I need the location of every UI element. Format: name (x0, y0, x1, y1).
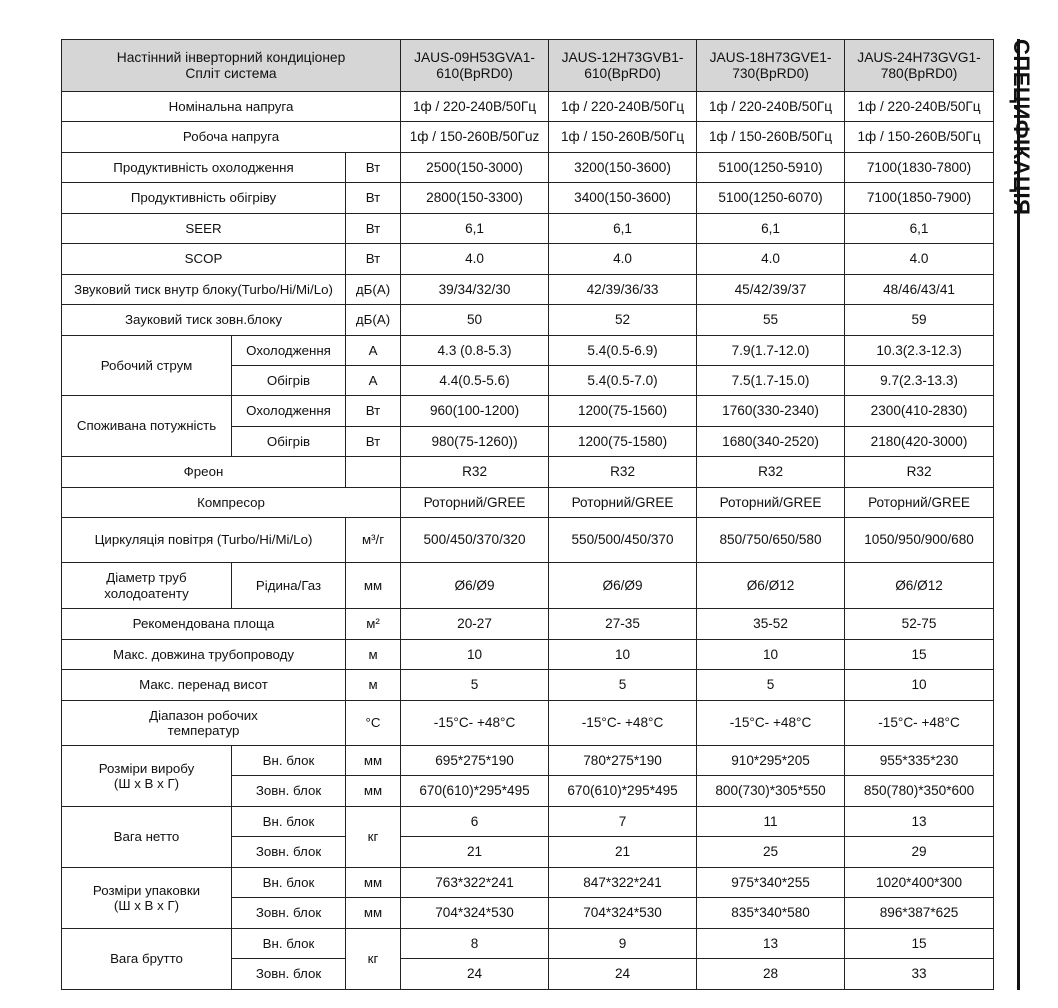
value-cell: -15°C- +48°C (401, 701, 549, 746)
label-line: Діаметр труб (106, 570, 187, 586)
unit-cell: А (346, 336, 401, 366)
value-cell: 27-35 (549, 609, 697, 640)
model-header (401, 40, 549, 92)
value-cell: 2180(420-3000) (845, 427, 994, 457)
sub-label: Вн. блок (232, 807, 346, 837)
value-cell: Ø6/Ø12 (697, 563, 845, 609)
label-line: (Ш x В x Г) (113, 776, 180, 791)
value-cell: R32 (845, 457, 994, 488)
value-cell: 7.5(1.7-15.0) (697, 366, 845, 396)
spec-sheet (61, 39, 994, 990)
value-cell: 6,1 (401, 214, 549, 244)
value-cell: 55 (697, 305, 845, 336)
value-cell: R32 (697, 457, 845, 488)
value-cell: 670(610)*295*495 (401, 776, 549, 807)
value-cell: Роторний/GREE (845, 488, 994, 518)
spec-table (61, 39, 994, 990)
value-cell: 3400(150-3600) (549, 183, 697, 214)
side-title (1009, 39, 1046, 990)
value-cell: 5.4(0.5-7.0) (549, 366, 697, 396)
value-cell: 39/34/32/30 (401, 275, 549, 305)
value-cell: 7.9(1.7-12.0) (697, 336, 845, 366)
value-cell: 21 (549, 837, 697, 868)
unit-cell: Вт (346, 427, 401, 457)
value-cell: 800(730)*305*550 (697, 776, 845, 807)
spec-label: Звуковий тиск внутр блоку(Turbo/Hi/Mi/Lo) (62, 275, 346, 305)
value-cell: 1760(330-2340) (697, 396, 845, 427)
value-cell: 2500(150-3000) (401, 153, 549, 183)
value-cell: 3200(150-3600) (549, 153, 697, 183)
value-cell: -15°C- +48°C (697, 701, 845, 746)
unit-cell: кг (346, 807, 401, 868)
unit-cell: мм (346, 746, 401, 776)
value-cell: 5100(1250-5910) (697, 153, 845, 183)
unit-cell: м (346, 670, 401, 701)
value-cell: 7100(1850-7900) (845, 183, 994, 214)
value-cell: 10 (549, 640, 697, 670)
spec-row (62, 929, 994, 959)
model-name-line-1: JAUS-24H73GVG1- (857, 49, 981, 65)
unit-cell: мм (346, 563, 401, 609)
value-cell: 670(610)*295*495 (549, 776, 697, 807)
spec-row (62, 868, 994, 898)
unit-cell: кг (346, 929, 401, 990)
value-cell: Роторний/GREE (697, 488, 845, 518)
value-cell: 850(780)*350*600 (845, 776, 994, 807)
value-cell: 4.0 (401, 244, 549, 275)
model-name-line-2: 610(BpRD0) (584, 65, 661, 81)
sub-label: Вн. блок (232, 868, 346, 898)
spec-body (62, 92, 994, 990)
value-cell: Ø6/Ø9 (549, 563, 697, 609)
header-row (62, 40, 994, 92)
value-cell: 1ф / 150-260В/50Гц (697, 122, 845, 153)
value-cell: 4.0 (845, 244, 994, 275)
sub-label: Охолодження (232, 396, 346, 427)
spec-row (62, 457, 994, 488)
value-cell: 910*295*205 (697, 746, 845, 776)
model-name-line-2: 730(BpRD0) (732, 65, 809, 81)
value-cell: 1020*400*300 (845, 868, 994, 898)
spec-label (62, 701, 346, 746)
unit-cell: дБ(А) (346, 275, 401, 305)
label-line: Розміри виробу (98, 760, 195, 776)
unit-cell: м³/г (346, 518, 401, 563)
value-cell: 1ф / 150-260В/50Гц (549, 122, 697, 153)
spec-label: Фреон (62, 457, 346, 488)
value-cell: 1680(340-2520) (697, 427, 845, 457)
value-cell: 550/500/450/370 (549, 518, 697, 563)
group-label (62, 746, 232, 807)
model-name-line-1: JAUS-18H73GVE1- (709, 49, 832, 65)
value-cell: 15 (845, 640, 994, 670)
sub-label: Зовн. блок (232, 776, 346, 807)
value-cell: 1200(75-1560) (549, 396, 697, 427)
unit-cell: мм (346, 776, 401, 807)
unit-cell (346, 457, 401, 488)
value-cell: -15°C- +48°C (549, 701, 697, 746)
spec-row (62, 305, 994, 336)
spec-row (62, 609, 994, 640)
value-cell: 45/42/39/37 (697, 275, 845, 305)
value-cell: 15 (845, 929, 994, 959)
spec-row (62, 640, 994, 670)
value-cell: 42/39/36/33 (549, 275, 697, 305)
value-cell: 6,1 (549, 214, 697, 244)
sub-label: Зовн. блок (232, 898, 346, 929)
value-cell: 33 (845, 959, 994, 990)
model-header (845, 40, 994, 92)
value-cell: 695*275*190 (401, 746, 549, 776)
spec-row (62, 701, 994, 746)
value-cell: 52-75 (845, 609, 994, 640)
spec-label: Продуктивність охолодження (62, 153, 346, 183)
value-cell: 10 (401, 640, 549, 670)
unit-cell: м (346, 640, 401, 670)
value-cell: 20-27 (401, 609, 549, 640)
value-cell: Ø6/Ø12 (845, 563, 994, 609)
product-title-line-1: Настінний інверторний кондиціонер (116, 49, 346, 65)
spec-label: Макс. перенад висот (62, 670, 346, 701)
value-cell: Роторний/GREE (401, 488, 549, 518)
unit-cell: Вт (346, 214, 401, 244)
label-line: температур (167, 723, 240, 738)
unit-cell: Вт (346, 153, 401, 183)
value-cell: 28 (697, 959, 845, 990)
unit-cell: м² (346, 609, 401, 640)
value-cell: 48/46/43/41 (845, 275, 994, 305)
value-cell: 1050/950/900/680 (845, 518, 994, 563)
value-cell: 1ф / 220-240В/50Гц (697, 92, 845, 122)
group-label: Вага нетто (62, 807, 232, 868)
value-cell: 5 (549, 670, 697, 701)
value-cell: 500/450/370/320 (401, 518, 549, 563)
unit-cell: А (346, 366, 401, 396)
value-cell: 975*340*255 (697, 868, 845, 898)
group-label: Робочий струм (62, 336, 232, 396)
spec-row (62, 153, 994, 183)
sub-label: Рідина/Газ (232, 563, 346, 609)
value-cell: 1ф / 220-240В/50Гц (845, 92, 994, 122)
value-cell: 763*322*241 (401, 868, 549, 898)
value-cell: 13 (697, 929, 845, 959)
sub-label: Зовн. блок (232, 959, 346, 990)
value-cell: 6 (401, 807, 549, 837)
value-cell: Роторний/GREE (549, 488, 697, 518)
spec-label: Циркуляція повітря (Turbo/Hi/Mi/Lo) (62, 518, 346, 563)
group-label: Вага брутто (62, 929, 232, 990)
value-cell: 5 (697, 670, 845, 701)
value-cell: 1ф / 150-260В/50Гц (845, 122, 994, 153)
value-cell: 5 (401, 670, 549, 701)
sub-label: Зовн. блок (232, 837, 346, 868)
group-label (62, 868, 232, 929)
sub-label: Вн. блок (232, 746, 346, 776)
value-cell: 21 (401, 837, 549, 868)
value-cell: R32 (401, 457, 549, 488)
spec-row (62, 563, 994, 609)
value-cell: 10 (845, 670, 994, 701)
value-cell: 29 (845, 837, 994, 868)
value-cell: R32 (549, 457, 697, 488)
value-cell: 9.7(2.3-13.3) (845, 366, 994, 396)
unit-cell: мм (346, 898, 401, 929)
value-cell: 35-52 (697, 609, 845, 640)
value-cell: 847*322*241 (549, 868, 697, 898)
value-cell: 7100(1830-7800) (845, 153, 994, 183)
spec-row (62, 244, 994, 275)
sub-label: Охолодження (232, 336, 346, 366)
product-title-line-2: Спліт система (185, 65, 277, 81)
model-header (549, 40, 697, 92)
spec-label (62, 563, 232, 609)
unit-cell: Вт (346, 396, 401, 427)
model-name-line-1: JAUS-12H73GVB1- (561, 49, 684, 65)
value-cell: 835*340*580 (697, 898, 845, 929)
value-cell: 5.4(0.5-6.9) (549, 336, 697, 366)
spec-label: SEER (62, 214, 346, 244)
value-cell: 850/750/650/580 (697, 518, 845, 563)
value-cell: 4.3 (0.8-5.3) (401, 336, 549, 366)
model-header (697, 40, 845, 92)
value-cell: 2300(410-2830) (845, 396, 994, 427)
value-cell: 2800(150-3300) (401, 183, 549, 214)
value-cell: 980(75-1260)) (401, 427, 549, 457)
sub-label: Обігрів (232, 427, 346, 457)
value-cell: -15°C- +48°C (845, 701, 994, 746)
sub-label: Обігрів (232, 366, 346, 396)
unit-cell: °C (346, 701, 401, 746)
spec-label: SCOP (62, 244, 346, 275)
unit-cell: Вт (346, 244, 401, 275)
spec-label: Зауковий тиск зовн.блоку (62, 305, 346, 336)
spec-row (62, 122, 994, 153)
spec-label: Робоча напруга (62, 122, 401, 153)
unit-cell: дБ(А) (346, 305, 401, 336)
value-cell: 955*335*230 (845, 746, 994, 776)
value-cell: 6,1 (845, 214, 994, 244)
value-cell: 13 (845, 807, 994, 837)
unit-cell: мм (346, 868, 401, 898)
value-cell: 1ф / 220-240В/50Гц (549, 92, 697, 122)
model-name-line-1: JAUS-09H53GVA1- (414, 49, 535, 65)
unit-cell: Вт (346, 183, 401, 214)
value-cell: 8 (401, 929, 549, 959)
value-cell: 4.0 (697, 244, 845, 275)
spec-label: Продуктивність обігріву (62, 183, 346, 214)
value-cell: 11 (697, 807, 845, 837)
value-cell: 1200(75-1580) (549, 427, 697, 457)
value-cell: 52 (549, 305, 697, 336)
label-line: Діапазон робочих (149, 707, 258, 723)
value-cell: 6,1 (697, 214, 845, 244)
spec-row (62, 746, 994, 776)
value-cell: 704*324*530 (549, 898, 697, 929)
spec-row (62, 807, 994, 837)
label-line: Розміри упаковки (92, 882, 201, 898)
value-cell: 1ф / 150-260В/50Гuz (401, 122, 549, 153)
spec-label: Рекомендована площа (62, 609, 346, 640)
group-label: Споживана потужність (62, 396, 232, 457)
spec-row (62, 518, 994, 563)
value-cell: 59 (845, 305, 994, 336)
value-cell: 704*324*530 (401, 898, 549, 929)
spec-row (62, 214, 994, 244)
product-title (62, 40, 401, 92)
value-cell: 9 (549, 929, 697, 959)
value-cell: 7 (549, 807, 697, 837)
spec-label: Номінальна напруга (62, 92, 401, 122)
spec-row (62, 275, 994, 305)
model-name-line-2: 610(BpRD0) (436, 65, 513, 81)
value-cell: 896*387*625 (845, 898, 994, 929)
spec-label: Макс. довжина трубопроводу (62, 640, 346, 670)
spec-row (62, 336, 994, 366)
side-title-text: СПЕЦИФІКАЦІЯ (1009, 39, 1034, 216)
value-cell: 24 (401, 959, 549, 990)
spec-row (62, 396, 994, 427)
model-name-line-2: 780(BpRD0) (880, 65, 958, 81)
value-cell: 10.3(2.3-12.3) (845, 336, 994, 366)
value-cell: 24 (549, 959, 697, 990)
spec-row (62, 488, 994, 518)
value-cell: 25 (697, 837, 845, 868)
value-cell: Ø6/Ø9 (401, 563, 549, 609)
value-cell: 5100(1250-6070) (697, 183, 845, 214)
spec-row (62, 670, 994, 701)
label-line: (Ш x В x Г) (113, 898, 180, 913)
sub-label: Вн. блок (232, 929, 346, 959)
value-cell: 1ф / 220-240В/50Гц (401, 92, 549, 122)
value-cell: 50 (401, 305, 549, 336)
value-cell: 4.0 (549, 244, 697, 275)
value-cell: 4.4(0.5-5.6) (401, 366, 549, 396)
value-cell: 780*275*190 (549, 746, 697, 776)
value-cell: 960(100-1200) (401, 396, 549, 427)
spec-row (62, 92, 994, 122)
spec-row (62, 183, 994, 214)
label-line: холодоатенту (104, 585, 189, 601)
spec-label: Компресор (62, 488, 401, 518)
value-cell: 10 (697, 640, 845, 670)
